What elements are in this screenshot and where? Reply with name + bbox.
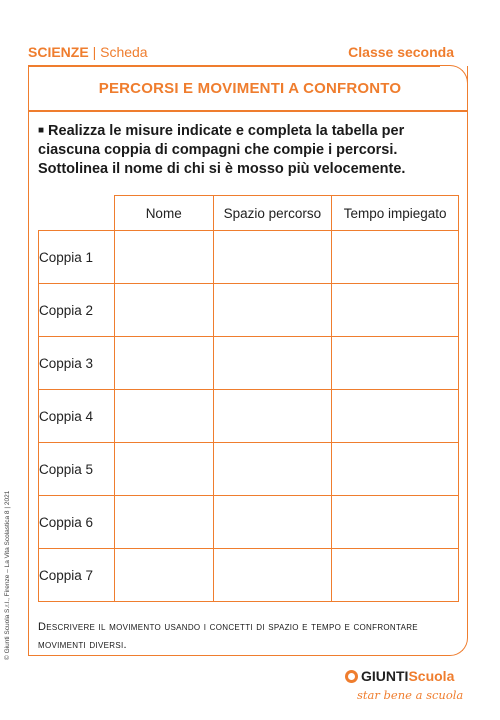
spazio-cell[interactable] <box>213 231 332 284</box>
tempo-cell[interactable] <box>332 284 459 337</box>
spazio-cell[interactable] <box>213 549 332 602</box>
instruction <box>38 121 453 179</box>
table-corner-cell <box>39 196 115 231</box>
tempo-cell[interactable] <box>332 337 459 390</box>
tempo-cell[interactable] <box>332 390 459 443</box>
sheet-type: Scheda <box>100 44 148 60</box>
logo-icon <box>345 670 358 683</box>
measurements-table <box>38 195 459 602</box>
tempo-cell[interactable] <box>332 231 459 284</box>
table-row <box>39 284 459 337</box>
row-label: Coppia 6 <box>39 496 115 549</box>
logo-brand-scuola: Scuola <box>408 668 455 684</box>
table-header-row <box>39 196 459 231</box>
row-label: Coppia 7 <box>39 549 115 602</box>
tempo-cell[interactable] <box>332 496 459 549</box>
spazio-cell[interactable] <box>213 390 332 443</box>
row-label: Coppia 4 <box>39 390 115 443</box>
logo-wordmark <box>361 668 454 684</box>
spazio-cell[interactable] <box>213 443 332 496</box>
tempo-cell[interactable] <box>332 443 459 496</box>
page-header <box>28 44 454 64</box>
nome-cell[interactable] <box>114 496 213 549</box>
spazio-cell[interactable] <box>213 496 332 549</box>
table-row <box>39 390 459 443</box>
column-header-tempo: Tempo impiegato <box>332 196 459 231</box>
header-left <box>28 44 148 60</box>
page-title: PERCORSI E MOVIMENTI A CONFRONTO <box>98 80 402 97</box>
tempo-cell[interactable] <box>332 549 459 602</box>
row-label: Coppia 2 <box>39 284 115 337</box>
column-header-nome: Nome <box>114 196 213 231</box>
table-row <box>39 549 459 602</box>
header-separator: | <box>92 44 97 60</box>
nome-cell[interactable] <box>114 390 213 443</box>
spazio-cell[interactable] <box>213 284 332 337</box>
footer-note: Descrivere il movimento usando i concetti di spazio e tempo e confrontare movimenti diversi. <box>38 621 418 651</box>
row-label: Coppia 3 <box>39 337 115 390</box>
nome-cell[interactable] <box>114 443 213 496</box>
nome-cell[interactable] <box>114 231 213 284</box>
nome-cell[interactable] <box>114 284 213 337</box>
column-header-spazio: Spazio percorso <box>213 196 332 231</box>
copyright-credit: © Giunti Scuola S.r.l., Firenze – La Vita Scolastica 8 | 2021 <box>4 490 11 660</box>
table-row <box>39 337 459 390</box>
nome-cell[interactable] <box>114 549 213 602</box>
publisher-logo <box>345 668 475 713</box>
logo-brand: GIUNTI <box>361 668 409 684</box>
logo-tagline: star bene a scuola <box>357 688 464 702</box>
nome-cell[interactable] <box>114 337 213 390</box>
bullet-icon: ■ <box>38 125 45 136</box>
table-row <box>39 496 459 549</box>
table-row <box>39 443 459 496</box>
spazio-cell[interactable] <box>213 337 332 390</box>
class-label: Classe seconda <box>348 44 454 60</box>
table-row <box>39 231 459 284</box>
row-label: Coppia 1 <box>39 231 115 284</box>
instruction-text: Realizza le misure indicate e completa la tabella per ciascuna coppia di compagni che compie i percorsi. Sottolinea il nome di chi si è mosso più velocemente. <box>38 123 406 177</box>
subject-label: SCIENZE <box>28 44 89 60</box>
title-divider <box>28 110 468 112</box>
row-label: Coppia 5 <box>39 443 115 496</box>
